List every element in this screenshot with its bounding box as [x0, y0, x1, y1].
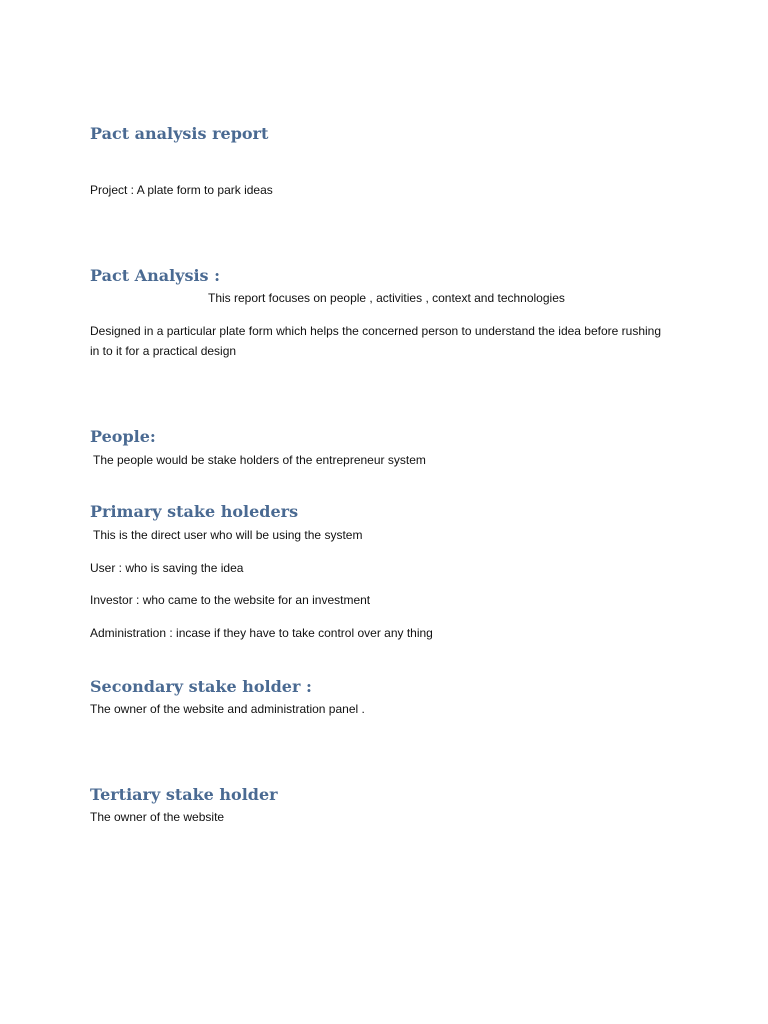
primary-item-investor: Investor : who came to the website for an investment — [90, 593, 371, 607]
primary-item-administration: Administration : incase if they have to take control over any thing — [90, 626, 433, 640]
document-title: Pact analysis report — [90, 124, 269, 143]
people-heading: People: — [90, 427, 156, 446]
project-line: Project : A plate form to park ideas — [90, 183, 273, 197]
pact-intro: This report focuses on people , activities , context and technologies — [208, 291, 565, 305]
primary-stakeholders-heading: Primary stake holeders — [90, 502, 299, 521]
pact-analysis-heading: Pact Analysis : — [90, 266, 221, 285]
secondary-text: The owner of the website and administration panel . — [90, 702, 365, 716]
primary-intro: This is the direct user who will be using the system — [93, 528, 363, 542]
primary-item-user: User : who is saving the idea — [90, 561, 244, 575]
tertiary-text: The owner of the website — [90, 810, 225, 824]
people-text: The people would be stake holders of the entrepreneur system — [93, 453, 426, 467]
secondary-stakeholder-heading: Secondary stake holder : — [90, 677, 312, 696]
tertiary-stakeholder-heading: Tertiary stake holder — [90, 785, 278, 804]
pact-description: Designed in a particular plate form which helps the concerned person to understand the idea before rushing in to it for a practical design — [90, 324, 662, 358]
